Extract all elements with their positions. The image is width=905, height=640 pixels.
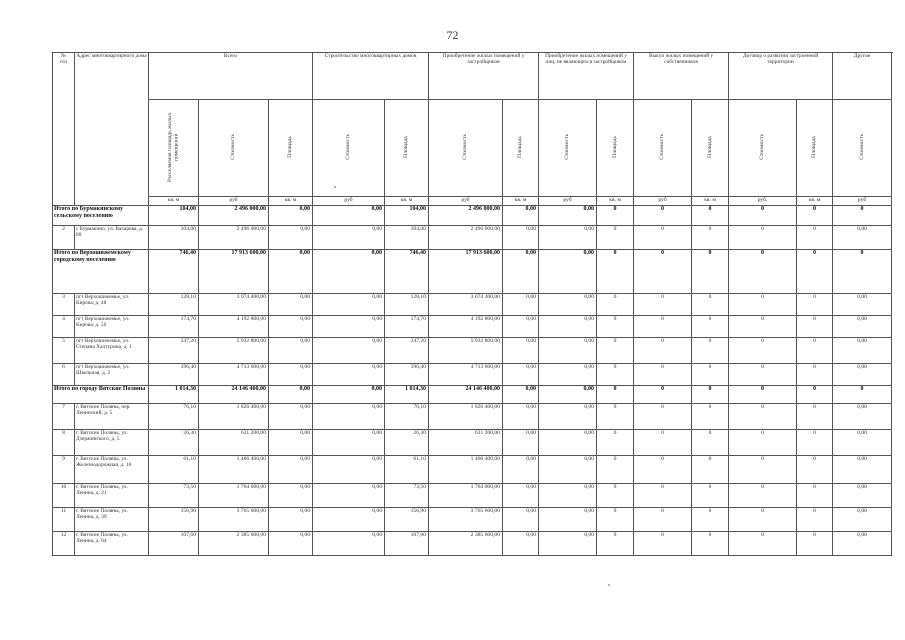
row-number: 6 bbox=[53, 364, 75, 386]
row-address: г. Вятские Поляны, ул. Железнодорожная, д. 16 bbox=[75, 456, 149, 484]
cell-value: 0,00 bbox=[539, 430, 597, 456]
cell-value: 0,00 bbox=[539, 484, 597, 508]
cell-value: 4 192 800,00 bbox=[199, 316, 269, 338]
cell-value: 4 713 600,00 bbox=[429, 364, 503, 386]
cell-value: 0 bbox=[692, 316, 729, 338]
cell-value: 0,00 bbox=[269, 404, 313, 430]
cell-value: 196,40 bbox=[385, 364, 429, 386]
cell-value: 0 bbox=[597, 294, 634, 316]
header-buyback-cost: Стоимость bbox=[634, 100, 692, 197]
header-buyback: Выкуп жилых помещений у собственников bbox=[634, 53, 729, 100]
cell-value: 0 bbox=[797, 316, 833, 338]
cell-value: 0,00 bbox=[313, 364, 385, 386]
cell-value: 26,30 bbox=[149, 430, 199, 456]
cell-value: 3 765 600,00 bbox=[429, 508, 503, 532]
cell-value: 0 bbox=[597, 316, 634, 338]
cell-value: 0 bbox=[692, 484, 729, 508]
cell-value: 0 bbox=[797, 364, 833, 386]
unit-sqm: кв. м bbox=[269, 197, 313, 206]
cell-value: 0,00 bbox=[539, 508, 597, 532]
cell-value: 1 014,30 bbox=[149, 386, 199, 404]
cell-value: 0,00 bbox=[313, 430, 385, 456]
cell-value: 0 bbox=[692, 386, 729, 404]
cell-value: 0 bbox=[797, 386, 833, 404]
cell-value: 0,00 bbox=[833, 294, 892, 316]
page-number: 72 bbox=[446, 28, 459, 42]
cell-value: 0 bbox=[729, 206, 797, 226]
cell-value: 0,00 bbox=[503, 484, 539, 508]
cell-value: 0,00 bbox=[539, 456, 597, 484]
cell-value: 1 826 400,00 bbox=[429, 404, 503, 430]
table-row bbox=[53, 532, 892, 556]
row-address: г. Вятские Поляны, пер. Ленинский, д. 5 bbox=[75, 404, 149, 430]
cell-value: 0 bbox=[729, 404, 797, 430]
cell-value: 0 bbox=[597, 456, 634, 484]
unit-sqm: кв. м bbox=[503, 197, 539, 206]
cell-value: 0,00 bbox=[269, 364, 313, 386]
cell-value: 0,00 bbox=[833, 532, 892, 556]
cell-value: 0 bbox=[729, 294, 797, 316]
header-purchase-nondev-cost: Стоимость bbox=[539, 100, 597, 197]
table-row bbox=[53, 456, 892, 484]
header-row-groups bbox=[53, 53, 892, 100]
cell-value: 0,00 bbox=[313, 386, 385, 404]
scan-speck bbox=[334, 186, 336, 188]
row-address: г. Вятские Поляны, ул. Ленина, д. 39 bbox=[75, 508, 149, 532]
cell-value: 0 bbox=[634, 316, 692, 338]
cell-value: 0 bbox=[597, 206, 634, 226]
cell-value: 0 bbox=[797, 508, 833, 532]
cell-value: 0,00 bbox=[503, 532, 539, 556]
unit-sqm: кв. м bbox=[797, 197, 833, 206]
cell-value: 0,00 bbox=[503, 226, 539, 250]
cell-value: 0 bbox=[692, 294, 729, 316]
cell-value: 0,00 bbox=[503, 338, 539, 364]
cell-value: 0,00 bbox=[503, 456, 539, 484]
header-purchase-dev: Приобретение жилых помещений у застройщиков bbox=[429, 53, 539, 100]
unit-sqm: кв. м bbox=[692, 197, 729, 206]
cell-value: 61,10 bbox=[385, 456, 429, 484]
header-purchase-nondev-area: Площадь bbox=[503, 100, 539, 197]
cell-value: 0 bbox=[634, 430, 692, 456]
table-total-row bbox=[53, 206, 892, 226]
cell-value: 0 bbox=[597, 386, 634, 404]
cell-value: 0,00 bbox=[313, 316, 385, 338]
table-row bbox=[53, 338, 892, 364]
total-row-label: Итого по Верхошижемскому городскому поселению bbox=[53, 250, 149, 294]
cell-value: 0,00 bbox=[313, 250, 385, 294]
header-total: Всего bbox=[149, 53, 313, 100]
cell-value: 0 bbox=[634, 532, 692, 556]
cell-value: 0,00 bbox=[313, 456, 385, 484]
header-num: № п/п bbox=[53, 53, 75, 206]
cell-value: 73,50 bbox=[149, 484, 199, 508]
cell-value: 0 bbox=[597, 532, 634, 556]
cell-value: 0 bbox=[797, 456, 833, 484]
cell-value: 0 bbox=[634, 364, 692, 386]
cell-value: 0,00 bbox=[539, 316, 597, 338]
cell-value: 0 bbox=[634, 206, 692, 226]
cell-value: 0,00 bbox=[269, 430, 313, 456]
cell-value: 0 bbox=[797, 250, 833, 294]
cell-value: 0,00 bbox=[313, 294, 385, 316]
cell-value: 0 bbox=[692, 206, 729, 226]
cell-value: 107,60 bbox=[149, 532, 199, 556]
row-number: 10 bbox=[53, 484, 75, 508]
cell-value: 0 bbox=[797, 484, 833, 508]
cell-value: 0 bbox=[597, 364, 634, 386]
total-row-label: Итого по городу Вятские Поляны bbox=[53, 386, 149, 404]
unit-rub: руб bbox=[429, 197, 503, 206]
cell-value: 3 074 400,00 bbox=[429, 294, 503, 316]
cell-value: 247,20 bbox=[385, 338, 429, 364]
row-number: 3 bbox=[53, 294, 75, 316]
cell-value: 0,00 bbox=[269, 226, 313, 250]
cell-value: 0,00 bbox=[833, 338, 892, 364]
cell-value: 4 192 800,00 bbox=[429, 316, 503, 338]
cell-value: 0 bbox=[729, 456, 797, 484]
cell-value: 104,00 bbox=[385, 206, 429, 226]
row-number: 4 bbox=[53, 316, 75, 338]
cell-value: 0,00 bbox=[269, 294, 313, 316]
cell-value: 0 bbox=[597, 226, 634, 250]
header-resettled-area: Расселяемая площадь жилых помещений bbox=[149, 100, 199, 197]
cell-value: 104,00 bbox=[385, 226, 429, 250]
cell-value: 17 913 600,00 bbox=[199, 250, 269, 294]
cell-value: 174,70 bbox=[385, 316, 429, 338]
cell-value: 104,00 bbox=[149, 226, 199, 250]
cell-value: 0 bbox=[729, 364, 797, 386]
cell-value: 0,00 bbox=[313, 404, 385, 430]
cell-value: 0 bbox=[634, 294, 692, 316]
cell-value: 0 bbox=[692, 456, 729, 484]
cell-value: 107,60 bbox=[385, 532, 429, 556]
cell-value: 0 bbox=[597, 404, 634, 430]
cell-value: 3 765 600,00 bbox=[199, 508, 269, 532]
cell-value: 0 bbox=[692, 250, 729, 294]
row-number: 8 bbox=[53, 430, 75, 456]
cell-value: 0 bbox=[692, 404, 729, 430]
cell-value: 0 bbox=[692, 226, 729, 250]
cell-value: 76,10 bbox=[385, 404, 429, 430]
cell-value: 1 466 400,00 bbox=[429, 456, 503, 484]
cell-value: 0,00 bbox=[503, 294, 539, 316]
cell-value: 0,00 bbox=[833, 316, 892, 338]
cell-value: 631 200,00 bbox=[199, 430, 269, 456]
unit-rub: руб bbox=[833, 197, 892, 206]
cell-value: 24 146 400,00 bbox=[429, 386, 503, 404]
cell-value: 73,50 bbox=[385, 484, 429, 508]
cell-value: 0 bbox=[634, 508, 692, 532]
row-number: 5 bbox=[53, 338, 75, 364]
cell-value: 0,00 bbox=[503, 316, 539, 338]
cell-value: 0 bbox=[833, 386, 892, 404]
unit-rub: руб bbox=[313, 197, 385, 206]
cell-value: 0 bbox=[634, 226, 692, 250]
total-row-label: Итого по Бурмакинскому сельскому поселению bbox=[53, 206, 149, 226]
cell-value: 2 496 000,00 bbox=[429, 226, 503, 250]
cell-value: 0 bbox=[797, 532, 833, 556]
cell-value: 2 385 600,00 bbox=[429, 532, 503, 556]
cell-value: 0,00 bbox=[833, 430, 892, 456]
header-agreement-cost: Стоимость bbox=[729, 100, 797, 197]
cell-value: 0 bbox=[597, 508, 634, 532]
cell-value: 0,00 bbox=[313, 338, 385, 364]
row-address: пгт Верхошижемье, ул. Кирова, д. 56 bbox=[75, 316, 149, 338]
cell-value: 0 bbox=[797, 404, 833, 430]
cell-value: 0 bbox=[797, 226, 833, 250]
row-address: пгт Верхошижемье, ул. Степана Халтурина, д. 1 bbox=[75, 338, 149, 364]
header-row-subcols bbox=[53, 100, 892, 197]
cell-value: 1 014,30 bbox=[385, 386, 429, 404]
cell-value: 156,90 bbox=[385, 508, 429, 532]
header-address: Адрес многоквартирного дома bbox=[75, 53, 149, 206]
header-buyback-area: Площадь bbox=[597, 100, 634, 197]
cell-value: 0 bbox=[729, 508, 797, 532]
cell-value: 2 496 000,00 bbox=[199, 206, 269, 226]
table-total-row bbox=[53, 250, 892, 294]
header-other-area: Площадь bbox=[797, 100, 833, 197]
table-body bbox=[53, 206, 892, 556]
cell-value: 0 bbox=[634, 386, 692, 404]
cell-value: 1 764 000,00 bbox=[429, 484, 503, 508]
header-purchase-dev-cost: Стоимость bbox=[429, 100, 503, 197]
row-address: пгт Верхошижемье, ул. Школьная, д. 2 bbox=[75, 364, 149, 386]
row-number: 9 bbox=[53, 456, 75, 484]
cell-value: 0 bbox=[597, 338, 634, 364]
cell-value: 0,00 bbox=[269, 250, 313, 294]
cell-value: 0,00 bbox=[833, 456, 892, 484]
cell-value: 0 bbox=[634, 338, 692, 364]
cell-value: 0 bbox=[833, 206, 892, 226]
cell-value: 0 bbox=[729, 484, 797, 508]
table-row bbox=[53, 484, 892, 508]
cell-value: 0,00 bbox=[269, 532, 313, 556]
cell-value: 0,00 bbox=[539, 404, 597, 430]
cell-value: 0 bbox=[692, 532, 729, 556]
cell-value: 746,40 bbox=[149, 250, 199, 294]
cell-value: 1 466 400,00 bbox=[199, 456, 269, 484]
cell-value: 746,40 bbox=[385, 250, 429, 294]
cell-value: 2 496 000,00 bbox=[199, 226, 269, 250]
cell-value: 26,30 bbox=[385, 430, 429, 456]
cell-value: 174,70 bbox=[149, 316, 199, 338]
cell-value: 0,00 bbox=[269, 206, 313, 226]
cell-value: 0,00 bbox=[833, 364, 892, 386]
cell-value: 0 bbox=[634, 456, 692, 484]
row-address: г. Вятские Поляны, ул. Ленина, д. 64 bbox=[75, 532, 149, 556]
header-agreement-area: Площадь bbox=[692, 100, 729, 197]
cell-value: 0,00 bbox=[539, 294, 597, 316]
cell-value: 0 bbox=[692, 338, 729, 364]
cell-value: 61,10 bbox=[149, 456, 199, 484]
unit-sqm: кв. м bbox=[385, 197, 429, 206]
cell-value: 0 bbox=[729, 532, 797, 556]
cell-value: 0,00 bbox=[503, 430, 539, 456]
cell-value: 0,00 bbox=[539, 364, 597, 386]
cell-value: 0,00 bbox=[313, 508, 385, 532]
cell-value: 0,00 bbox=[269, 484, 313, 508]
row-number: 11 bbox=[53, 508, 75, 532]
header-purchase-dev-area: Площадь bbox=[385, 100, 429, 197]
cell-value: 0 bbox=[797, 430, 833, 456]
cell-value: 0,00 bbox=[503, 404, 539, 430]
cell-value: 0 bbox=[729, 250, 797, 294]
cell-value: 17 913 600,00 bbox=[429, 250, 503, 294]
cell-value: 0 bbox=[797, 338, 833, 364]
cell-value: 0 bbox=[729, 316, 797, 338]
row-number: 12 bbox=[53, 532, 75, 556]
cell-value: 0 bbox=[797, 206, 833, 226]
cell-value: 0 bbox=[729, 430, 797, 456]
cell-value: 156,90 bbox=[149, 508, 199, 532]
cell-value: 0,00 bbox=[503, 386, 539, 404]
header-purchase-nondev: Приобретение жилых помещений у лиц, не являющихся застройщиком bbox=[539, 53, 634, 100]
cell-value: 0,00 bbox=[539, 338, 597, 364]
cell-value: 0,00 bbox=[503, 364, 539, 386]
row-number: 2 bbox=[53, 226, 75, 250]
cell-value: 0 bbox=[634, 404, 692, 430]
table-total-row bbox=[53, 386, 892, 404]
cell-value: 0,00 bbox=[503, 508, 539, 532]
cell-value: 0,00 bbox=[503, 206, 539, 226]
table-row bbox=[53, 226, 892, 250]
cell-value: 631 200,00 bbox=[429, 430, 503, 456]
cell-value: 0 bbox=[797, 294, 833, 316]
cell-value: 0 bbox=[692, 508, 729, 532]
cell-value: 0 bbox=[634, 484, 692, 508]
cell-value: 0,00 bbox=[313, 226, 385, 250]
cell-value: 0 bbox=[597, 484, 634, 508]
cell-value: 0 bbox=[729, 338, 797, 364]
cell-value: 0,00 bbox=[833, 508, 892, 532]
cell-value: 0 bbox=[692, 430, 729, 456]
cell-value: 5 932 800,00 bbox=[199, 338, 269, 364]
scan-speck bbox=[608, 584, 610, 586]
cell-value: 0 bbox=[729, 226, 797, 250]
cell-value: 0 bbox=[634, 250, 692, 294]
cell-value: 1 764 000,00 bbox=[199, 484, 269, 508]
cell-value: 2 496 000,00 bbox=[429, 206, 503, 226]
header-construction: Строительство многоквартирных домов bbox=[313, 53, 429, 100]
table-row bbox=[53, 430, 892, 456]
cell-value: 0,00 bbox=[503, 250, 539, 294]
cell-value: 0,00 bbox=[269, 456, 313, 484]
cell-value: 247,20 bbox=[149, 338, 199, 364]
cell-value: 128,10 bbox=[385, 294, 429, 316]
table-row bbox=[53, 316, 892, 338]
cell-value: 3 074 400,00 bbox=[199, 294, 269, 316]
cell-value: 0,00 bbox=[269, 508, 313, 532]
unit-rub: руб bbox=[634, 197, 692, 206]
cell-value: 0 bbox=[692, 364, 729, 386]
cell-value: 0,00 bbox=[833, 484, 892, 508]
cell-value: 76,10 bbox=[149, 404, 199, 430]
header-agreement: Договор о развитии застроенной территории bbox=[729, 53, 833, 100]
header-other: Другие bbox=[833, 53, 892, 100]
unit-sqm: кв. м bbox=[597, 197, 634, 206]
resettlement-table bbox=[52, 52, 892, 556]
cell-value: 0 bbox=[833, 250, 892, 294]
cell-value: 5 932 800,00 bbox=[429, 338, 503, 364]
cell-value: 104,00 bbox=[149, 206, 199, 226]
cell-value: 0,00 bbox=[539, 206, 597, 226]
cell-value: 0,00 bbox=[269, 338, 313, 364]
cell-value: 0,00 bbox=[313, 532, 385, 556]
header-total-cost: Стоимость bbox=[199, 100, 269, 197]
row-address: с Бурмакино, ул. Вахарева, д. 80 bbox=[75, 226, 149, 250]
cell-value: 0 bbox=[597, 430, 634, 456]
row-number: 7 bbox=[53, 404, 75, 430]
unit-rub: руб bbox=[539, 197, 597, 206]
cell-value: 1 826 400,00 bbox=[199, 404, 269, 430]
table-row bbox=[53, 404, 892, 430]
table-row bbox=[53, 294, 892, 316]
cell-value: 0,00 bbox=[313, 484, 385, 508]
cell-value: 0,00 bbox=[539, 226, 597, 250]
cell-value: 0,00 bbox=[269, 386, 313, 404]
header-other-cost: Стоимость bbox=[833, 100, 892, 197]
cell-value: 0,00 bbox=[539, 386, 597, 404]
cell-value: 0,00 bbox=[539, 250, 597, 294]
cell-value: 24 146 400,00 bbox=[199, 386, 269, 404]
table-row bbox=[53, 508, 892, 532]
cell-value: 4 713 600,00 bbox=[199, 364, 269, 386]
header-construction-cost: Стоимость bbox=[313, 100, 385, 197]
row-address: пгт Верхошижемье, ул. Кирова, д. 48 bbox=[75, 294, 149, 316]
cell-value: 2 385 600,00 bbox=[199, 532, 269, 556]
cell-value: 196,40 bbox=[149, 364, 199, 386]
header-construction-area: Площадь bbox=[269, 100, 313, 197]
cell-value: 128,10 bbox=[149, 294, 199, 316]
cell-value: 0,00 bbox=[833, 404, 892, 430]
unit-rub: руб bbox=[199, 197, 269, 206]
row-address: г. Вятские Поляны, ул. Ленина, д. 21 bbox=[75, 484, 149, 508]
unit-rub: руб. bbox=[729, 197, 797, 206]
cell-value: 0,00 bbox=[313, 206, 385, 226]
unit-sqm: кв. м bbox=[149, 197, 199, 206]
cell-value: 0 bbox=[597, 250, 634, 294]
cell-value: 0,00 bbox=[269, 316, 313, 338]
header-row-units bbox=[53, 197, 892, 206]
cell-value: 0 bbox=[729, 386, 797, 404]
cell-value: 0,00 bbox=[539, 532, 597, 556]
table-row bbox=[53, 364, 892, 386]
cell-value: 0,00 bbox=[833, 226, 892, 250]
row-address: г. Вятские Поляны, ул. Дзержинского, д. 5 bbox=[75, 430, 149, 456]
